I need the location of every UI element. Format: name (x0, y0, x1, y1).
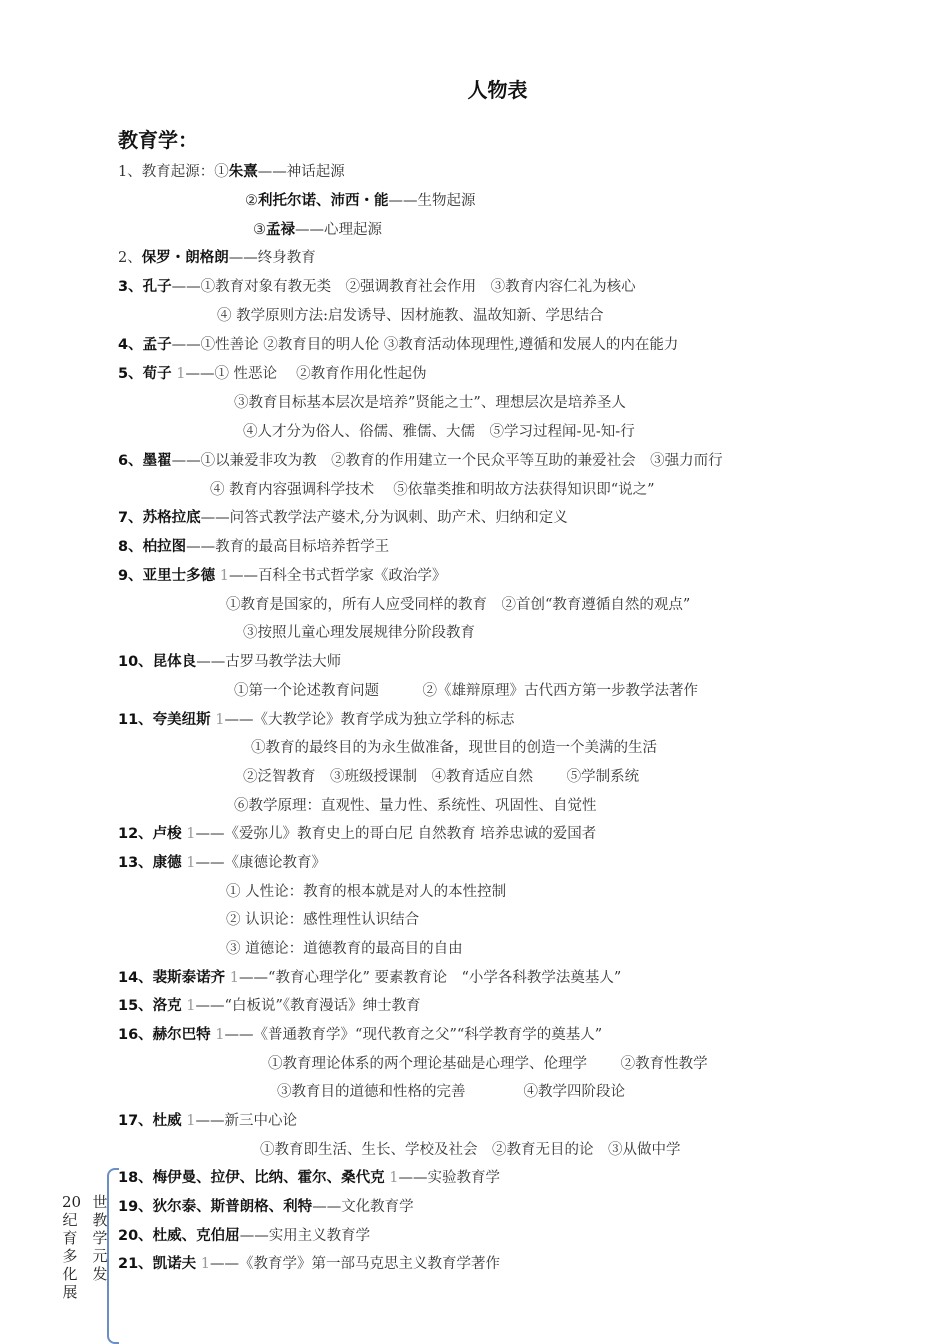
entry-text: ③教育目的道德和性格的完善 ④教学四阶段论 (277, 1084, 625, 1100)
entry-text: ⑥教学原理：直观性、量力性、系统性、巩固性、自觉性 (234, 798, 597, 814)
entry-text: ——“白板说”《教育漫话》绅士教育 (195, 998, 421, 1014)
entry-line (118, 710, 515, 730)
entry-text: ——《爱弥儿》教育史上的哥白尼 自然教育 培养忠诚的爱国者 (195, 826, 597, 842)
entry-text: ④ 教学原则方法:启发诱导、因材施教、温故知新、学思结合 (217, 308, 604, 324)
entry-line (277, 1082, 625, 1102)
entry-text: ①教育是国家的，所有人应受同样的教育 ②首创“教育遵循自然的观点” (226, 597, 691, 613)
entry-line (118, 824, 596, 844)
entry-line (226, 939, 463, 959)
entry-text: ——终身教育 (228, 250, 316, 266)
page-title: 人物表 (467, 78, 528, 102)
note-marker: 1 (181, 826, 196, 842)
side-note-char: 展 (62, 1283, 78, 1301)
person-name: 9、亚里士多德 (118, 568, 216, 584)
entry-text: ③ (253, 222, 266, 238)
entry-line (118, 652, 341, 672)
entry-line (118, 996, 421, 1016)
entry-text: ③教育目标基本层次是培养”贤能之士”、理想层次是培养圣人 (234, 395, 626, 411)
entry-line (226, 882, 506, 902)
entry-line (118, 853, 326, 873)
entry-text: ——“教育心理学化” 要素教育论 “小学各科教学法奠基人” (239, 970, 622, 986)
entry-text: ②泛智教育 ③班级授课制 ④教育适应自然 ⑤学制系统 (243, 769, 640, 785)
note-marker: 1 (210, 712, 225, 728)
entry-text: 1、教育起源：① (118, 164, 229, 180)
entry-text: ——文化教育学 (312, 1199, 414, 1215)
entry-text: ——神话起源 (257, 164, 345, 180)
entry-line (234, 796, 597, 816)
person-name: 13、康德 (118, 855, 182, 871)
person-name: 4、孟子 (118, 337, 172, 353)
entry-text: ——实验教育学 (398, 1170, 501, 1186)
entry-line (118, 508, 568, 528)
entry-text: ——①以兼爱非攻为教 ②教育的作用建立一个民众平等互助的兼爱社会 ③强力而行 (171, 453, 723, 469)
side-note-char: 20 (62, 1193, 82, 1211)
entry-text: ①第一个论述教育问题 ②《雄辩原理》古代西方第一步教学法著作 (234, 683, 698, 699)
entry-line (118, 537, 389, 557)
entry-text: ——① 性恶论 ②教育作用化性起伪 (185, 366, 427, 382)
entry-text: 2、 (118, 250, 142, 266)
entry-text: ——心理起源 (295, 222, 382, 238)
entry-line (118, 1025, 602, 1045)
entry-text: ② (245, 193, 258, 209)
person-name: 5、荀子 (118, 366, 172, 382)
person-name: 12、卢梭 (118, 826, 182, 842)
entry-line (118, 566, 446, 586)
entry-text: ①教育即生活、生长、学校及社会 ②教育无目的论 ③从做中学 (260, 1142, 681, 1158)
entry-line (226, 910, 419, 930)
entry-text: ——《大教学论》教育学成为独立学科的标志 (224, 712, 515, 728)
note-marker: 1 (210, 1027, 225, 1043)
side-note-char: 教 (92, 1211, 108, 1229)
entry-line (243, 767, 639, 787)
person-name: 7、苏格拉底 (118, 510, 201, 526)
person-name: 朱熹 (228, 164, 258, 180)
note-marker: 1 (384, 1170, 399, 1186)
entry-line (243, 623, 475, 643)
person-name: 15、洛克 (118, 998, 182, 1014)
entry-text: ④人才分为俗人、俗儒、雅儒、大儒 ⑤学习过程闻-见-知-行 (243, 424, 635, 440)
side-note-char: 发 (92, 1265, 108, 1283)
side-note-char: 多 (62, 1247, 78, 1265)
person-name: 20、杜威、克伯屈 (118, 1228, 240, 1244)
entry-line (118, 1226, 370, 1246)
entry-text: ①教育理论体系的两个理论基础是心理学、伦理学 ②教育性教学 (268, 1056, 708, 1072)
person-name: 3、孔子 (118, 279, 172, 295)
person-name: 14、裴斯泰诺齐 (118, 970, 226, 986)
side-note-col-2 (92, 1193, 108, 1283)
person-name: 11、夸美纽斯 (118, 712, 211, 728)
note-marker: 1 (181, 855, 196, 871)
note-marker: 1 (225, 970, 240, 986)
side-note-char: 学 (92, 1229, 108, 1247)
entry-line (251, 738, 657, 758)
entry-line (118, 335, 678, 355)
note-marker: 1 (181, 1113, 196, 1129)
side-note-char: 育 (62, 1229, 78, 1247)
entry-text: ——《教育学》第一部马克思主义教育学著作 (210, 1256, 501, 1272)
entry-line (118, 364, 427, 384)
entry-line (118, 1168, 500, 1188)
entry-text: ——实用主义教育学 (239, 1228, 371, 1244)
entry-text: ——《普通教育学》“现代教育之父”“科学教育学的奠基人” (224, 1027, 603, 1043)
entry-text: ③按照儿童心理发展规律分阶段教育 (243, 625, 475, 641)
person-name: 保罗・朗格朗 (141, 250, 229, 266)
note-marker: 1 (215, 568, 229, 584)
entry-line (234, 681, 698, 701)
entry-text: ——《康德论教育》 (195, 855, 327, 871)
note-marker: 1 (181, 998, 196, 1014)
entry-line (253, 220, 382, 240)
person-name: 18、梅伊曼、拉伊、比纳、霍尔、桑代克 (118, 1170, 385, 1186)
entry-text: ——生物起源 (388, 193, 476, 209)
section-heading: 教育学： (118, 128, 198, 152)
entry-line (217, 306, 604, 326)
entry-text: ——教育的最高目标培养哲学王 (186, 539, 390, 555)
entry-line (118, 248, 316, 268)
side-note-char: 元 (92, 1247, 108, 1265)
entry-line (118, 451, 723, 471)
entry-line (234, 393, 626, 413)
entry-text: ② 认识论：感性理性认识结合 (226, 912, 420, 928)
bracket-annotation (107, 1168, 119, 1344)
person-name: 17、杜威 (118, 1113, 182, 1129)
entry-text: ①教育的最终目的为永生做准备，现世目的创造一个美满的生活 (251, 740, 657, 756)
entry-text: ——百科全书式哲学家《政治学》 (228, 568, 447, 584)
note-marker: 1 (171, 366, 186, 382)
entry-text: ——古罗马教学法大师 (196, 654, 342, 670)
entry-line (245, 191, 476, 211)
note-marker: 1 (196, 1256, 211, 1272)
person-name: 利托尔诺、沛西・能 (258, 193, 389, 209)
person-name: 21、凯诺夫 (118, 1256, 197, 1272)
side-note-char: 化 (62, 1265, 78, 1283)
side-note-char: 纪 (62, 1211, 78, 1229)
side-note-char: 世 (92, 1193, 108, 1211)
entry-line (118, 1254, 500, 1274)
entry-line (118, 162, 345, 182)
entry-line (210, 480, 655, 500)
person-name: 6、墨翟 (118, 453, 172, 469)
entry-line (118, 277, 636, 297)
person-name: 19、狄尔泰、斯普朗格、利特 (118, 1199, 313, 1215)
side-note-col-1 (62, 1193, 82, 1301)
person-name: 16、赫尔巴特 (118, 1027, 211, 1043)
entry-line (118, 968, 621, 988)
entry-line (226, 595, 690, 615)
person-name: 孟禄 (266, 222, 295, 238)
entry-text: ——新三中心论 (195, 1113, 298, 1129)
entry-text: ④ 教育内容强调科学技术 ⑤依靠类推和明故方法获得知识即“说之” (210, 482, 655, 498)
entry-text: ——①教育对象有教无类 ②强调教育社会作用 ③教育内容仁礼为核心 (171, 279, 636, 295)
entry-text: ——问答式教学法产婆术,分为讽刺、助产术、归纳和定义 (200, 510, 568, 526)
entry-text: ① 人性论：教育的根本就是对人的本性控制 (226, 884, 507, 900)
entry-text: ——①性善论 ②教育目的明人伦 ③教育活动体现理性,遵循和发展人的内在能力 (171, 337, 679, 353)
entry-text: ③ 道德论：道德教育的最高目的自由 (226, 941, 463, 957)
entry-line (118, 1197, 414, 1217)
entry-line (118, 1111, 297, 1131)
entry-line (260, 1140, 681, 1160)
entry-line (243, 422, 635, 442)
person-name: 8、柏拉图 (118, 539, 187, 555)
entry-line (268, 1054, 708, 1074)
person-name: 10、昆体良 (118, 654, 197, 670)
